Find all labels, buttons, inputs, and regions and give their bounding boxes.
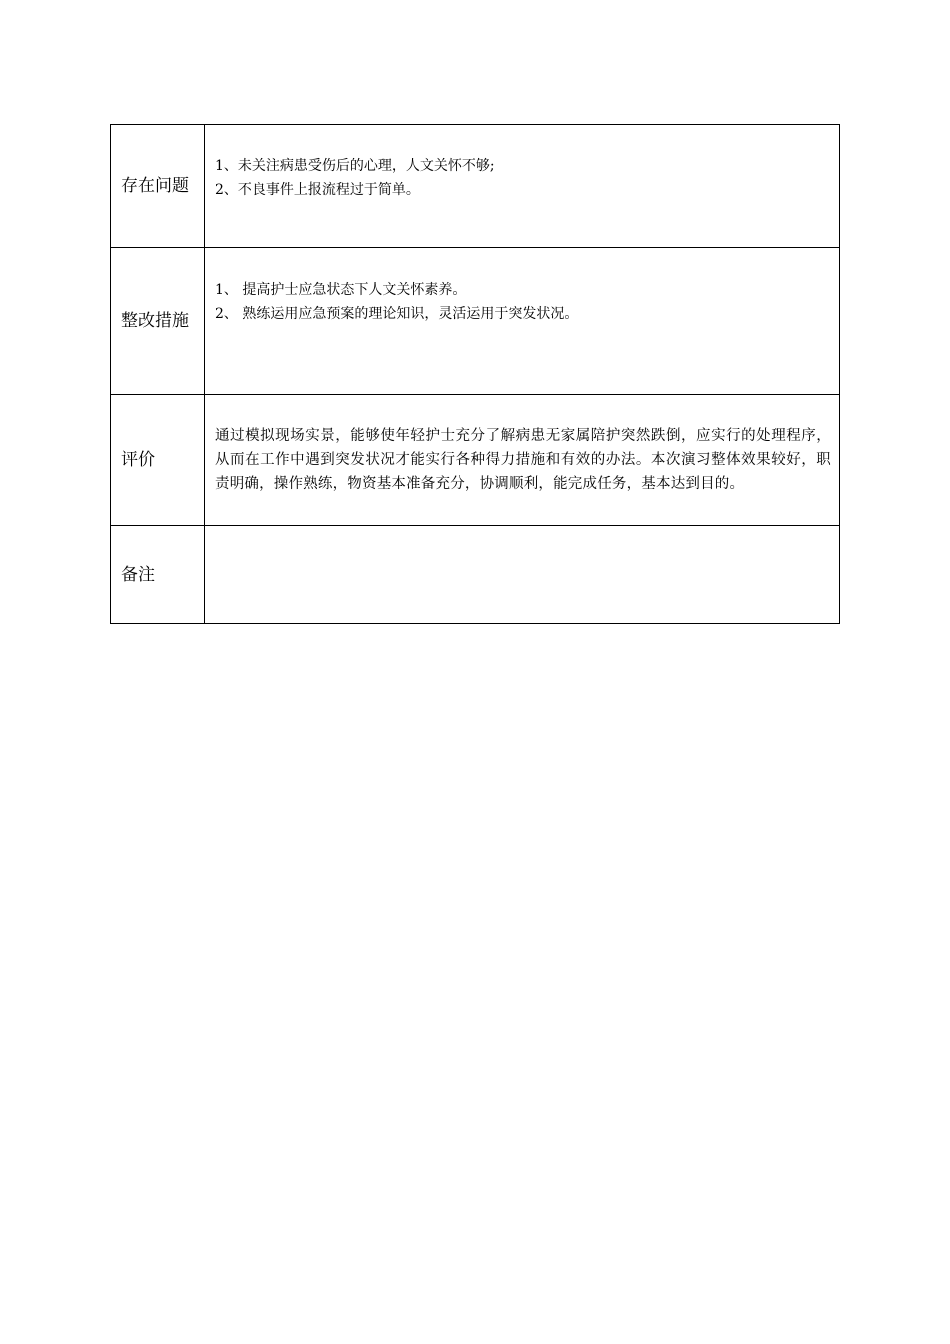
- row-content-measures: [205, 248, 840, 395]
- evaluation-text: 通过模拟现场实景，能够使年轻护士充分了解病患无家属陪护突然跌倒，应实行的处理程序，从而在工作中遇到突发状况才能实行各种得力措施和有效的办法。本次演习整体效果较好，职责明确，操作熟练，物资基本准备充分，协调顺利，能完成任务，基本达到目的。: [215, 428, 831, 492]
- issue-item-1: 1、未关注病患受伤后的心理，人文关怀不够;: [215, 158, 495, 174]
- row-label-issues: 存在问题: [111, 125, 205, 248]
- measure-item-1: 1、 提高护士应急状态下人文关怀素养。: [215, 282, 467, 298]
- row-content-issues: [205, 125, 840, 248]
- table-row-issues: [111, 125, 840, 248]
- row-label-measures: 整改措施: [111, 248, 205, 395]
- report-table: [110, 124, 840, 624]
- row-label-evaluation: 评价: [111, 395, 205, 526]
- table-row-evaluation: [111, 395, 840, 526]
- row-content-evaluation: [205, 395, 840, 526]
- issue-item-2: 2、不良事件上报流程过于简单。: [215, 182, 420, 198]
- row-label-remarks: 备注: [111, 526, 205, 624]
- table-row-remarks: [111, 526, 840, 624]
- table-row-measures: [111, 248, 840, 395]
- row-content-remarks: [205, 526, 840, 624]
- measure-item-2: 2、 熟练运用应急预案的理论知识，灵活运用于突发状况。: [215, 306, 579, 322]
